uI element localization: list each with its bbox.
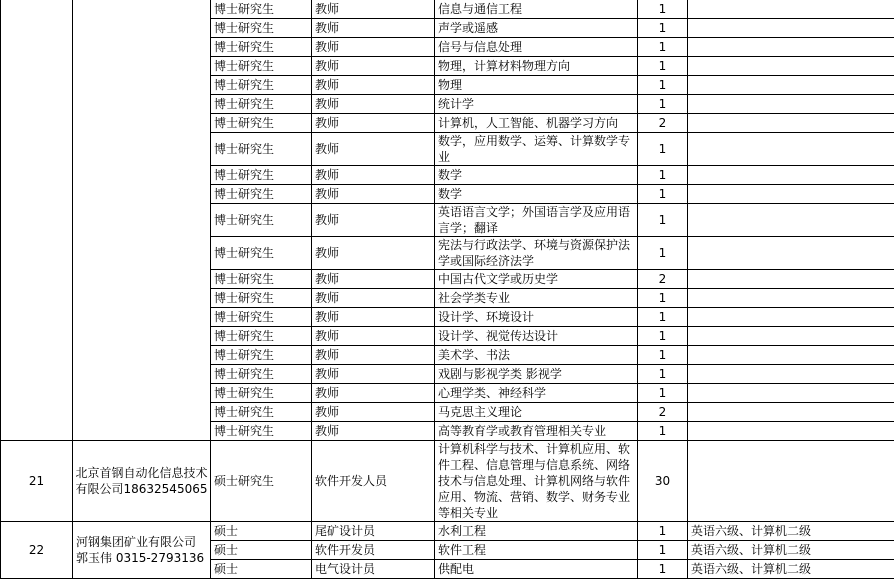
major-cell: 社会学类专业 xyxy=(435,289,638,308)
other-cell xyxy=(688,346,894,365)
other-cell: 英语六级、计算机二级 xyxy=(688,522,894,541)
count-cell: 1 xyxy=(638,522,688,541)
degree-cell: 博士研究生 xyxy=(211,57,312,76)
major-cell: 马克思主义理论 xyxy=(435,403,638,422)
degree-cell: 硕士 xyxy=(211,522,312,541)
degree-cell: 博士研究生 xyxy=(211,95,312,114)
major-cell: 高等教育学或教育管理相关专业 xyxy=(435,422,638,441)
major-cell: 物理，计算材料物理方向 xyxy=(435,57,638,76)
other-cell xyxy=(688,270,894,289)
major-cell: 物理 xyxy=(435,76,638,95)
count-cell: 1 xyxy=(638,327,688,346)
degree-cell: 硕士 xyxy=(211,560,312,579)
count-cell: 1 xyxy=(638,422,688,441)
major-cell: 软件工程 xyxy=(435,541,638,560)
other-cell xyxy=(688,365,894,384)
position-cell: 教师 xyxy=(312,327,435,346)
count-cell: 30 xyxy=(638,441,688,522)
count-cell: 1 xyxy=(638,308,688,327)
count-cell: 1 xyxy=(638,19,688,38)
position-cell: 教师 xyxy=(312,204,435,237)
other-cell xyxy=(688,308,894,327)
position-cell: 教师 xyxy=(312,308,435,327)
count-cell: 2 xyxy=(638,114,688,133)
other-cell xyxy=(688,403,894,422)
major-cell: 统计学 xyxy=(435,95,638,114)
count-cell: 1 xyxy=(638,204,688,237)
count-cell: 1 xyxy=(638,133,688,166)
count-cell: 1 xyxy=(638,38,688,57)
company-cell-empty xyxy=(73,0,211,441)
position-cell: 教师 xyxy=(312,19,435,38)
degree-cell: 博士研究生 xyxy=(211,185,312,204)
major-cell: 信息与通信工程 xyxy=(435,0,638,19)
degree-cell: 博士研究生 xyxy=(211,384,312,403)
major-cell: 声学或遥感 xyxy=(435,19,638,38)
degree-cell: 博士研究生 xyxy=(211,38,312,57)
index-cell: 21 xyxy=(1,441,73,522)
position-cell: 教师 xyxy=(312,384,435,403)
degree-cell: 博士研究生 xyxy=(211,76,312,95)
degree-cell: 博士研究生 xyxy=(211,204,312,237)
other-cell xyxy=(688,19,894,38)
degree-cell: 博士研究生 xyxy=(211,365,312,384)
degree-cell: 博士研究生 xyxy=(211,346,312,365)
other-cell xyxy=(688,95,894,114)
major-cell: 信号与信息处理 xyxy=(435,38,638,57)
degree-cell: 硕士研究生 xyxy=(211,441,312,522)
position-cell: 教师 xyxy=(312,237,435,270)
index-cell-empty xyxy=(1,0,73,441)
other-cell xyxy=(688,289,894,308)
position-cell: 教师 xyxy=(312,166,435,185)
major-cell: 计算机科学与技术、计算机应用、软件工程、信息管理与信息系统、网络技术与信息处理、计算机网络与软件应用、物流、营销、数学、财务专业等相关专业 xyxy=(435,441,638,522)
major-cell: 水利工程 xyxy=(435,522,638,541)
count-cell: 1 xyxy=(638,289,688,308)
major-cell: 数学，应用数学、运筹、计算数学专业 xyxy=(435,133,638,166)
count-cell: 1 xyxy=(638,384,688,403)
position-cell: 教师 xyxy=(312,133,435,166)
count-cell: 1 xyxy=(638,76,688,95)
position-cell: 教师 xyxy=(312,0,435,19)
table-row xyxy=(1,0,894,19)
major-cell: 设计学、视觉传达设计 xyxy=(435,327,638,346)
degree-cell: 博士研究生 xyxy=(211,237,312,270)
degree-cell: 博士研究生 xyxy=(211,0,312,19)
position-cell: 教师 xyxy=(312,114,435,133)
position-cell: 教师 xyxy=(312,185,435,204)
other-cell xyxy=(688,185,894,204)
other-cell xyxy=(688,38,894,57)
major-cell: 美术学、书法 xyxy=(435,346,638,365)
degree-cell: 博士研究生 xyxy=(211,327,312,346)
other-cell: 英语六级、计算机二级 xyxy=(688,560,894,579)
other-cell xyxy=(688,114,894,133)
major-cell: 戏剧与影视学类 影视学 xyxy=(435,365,638,384)
position-cell: 教师 xyxy=(312,95,435,114)
table-row xyxy=(1,522,894,541)
other-cell xyxy=(688,237,894,270)
count-cell: 1 xyxy=(638,57,688,76)
count-cell: 1 xyxy=(638,166,688,185)
company-cell: 河钢集团矿业有限公司郭玉伟 0315-2793136 xyxy=(73,522,211,579)
major-cell: 数学 xyxy=(435,185,638,204)
other-cell xyxy=(688,0,894,19)
other-cell xyxy=(688,327,894,346)
major-cell: 心理学类、神经科学 xyxy=(435,384,638,403)
position-cell: 教师 xyxy=(312,365,435,384)
count-cell: 1 xyxy=(638,185,688,204)
position-cell: 教师 xyxy=(312,403,435,422)
degree-cell: 博士研究生 xyxy=(211,166,312,185)
count-cell: 1 xyxy=(638,346,688,365)
degree-cell: 博士研究生 xyxy=(211,270,312,289)
major-cell: 数学 xyxy=(435,166,638,185)
position-cell: 电气设计员 xyxy=(312,560,435,579)
table-row xyxy=(1,441,894,522)
other-cell xyxy=(688,57,894,76)
major-cell: 计算机，人工智能、机器学习方向 xyxy=(435,114,638,133)
position-cell: 软件开发人员 xyxy=(312,441,435,522)
other-cell xyxy=(688,441,894,522)
index-cell: 22 xyxy=(1,522,73,579)
position-cell: 教师 xyxy=(312,289,435,308)
position-cell: 教师 xyxy=(312,422,435,441)
count-cell: 2 xyxy=(638,270,688,289)
degree-cell: 博士研究生 xyxy=(211,133,312,166)
major-cell: 中国古代文学或历史学 xyxy=(435,270,638,289)
other-cell: 英语六级、计算机二级 xyxy=(688,541,894,560)
degree-cell: 博士研究生 xyxy=(211,114,312,133)
other-cell xyxy=(688,133,894,166)
position-cell: 教师 xyxy=(312,38,435,57)
other-cell xyxy=(688,384,894,403)
other-cell xyxy=(688,422,894,441)
other-cell xyxy=(688,204,894,237)
degree-cell: 硕士 xyxy=(211,541,312,560)
degree-cell: 博士研究生 xyxy=(211,422,312,441)
position-cell: 软件开发员 xyxy=(312,541,435,560)
count-cell: 1 xyxy=(638,560,688,579)
major-cell: 英语语言文学；外国语言学及应用语言学；翻译 xyxy=(435,204,638,237)
company-cell: 北京首钢自动化信息技术有限公司18632545065 xyxy=(73,441,211,522)
position-cell: 教师 xyxy=(312,346,435,365)
count-cell: 1 xyxy=(638,0,688,19)
major-cell: 供配电 xyxy=(435,560,638,579)
other-cell xyxy=(688,166,894,185)
position-cell: 教师 xyxy=(312,76,435,95)
position-cell: 教师 xyxy=(312,57,435,76)
other-cell xyxy=(688,76,894,95)
count-cell: 1 xyxy=(638,95,688,114)
count-cell: 1 xyxy=(638,541,688,560)
degree-cell: 博士研究生 xyxy=(211,289,312,308)
position-cell: 尾矿设计员 xyxy=(312,522,435,541)
count-cell: 1 xyxy=(638,237,688,270)
degree-cell: 博士研究生 xyxy=(211,19,312,38)
position-cell: 教师 xyxy=(312,270,435,289)
major-cell: 宪法与行政法学、环境与资源保护法学或国际经济法学 xyxy=(435,237,638,270)
major-cell: 设计学、环境设计 xyxy=(435,308,638,327)
degree-cell: 博士研究生 xyxy=(211,403,312,422)
count-cell: 1 xyxy=(638,365,688,384)
degree-cell: 博士研究生 xyxy=(211,308,312,327)
count-cell: 2 xyxy=(638,403,688,422)
